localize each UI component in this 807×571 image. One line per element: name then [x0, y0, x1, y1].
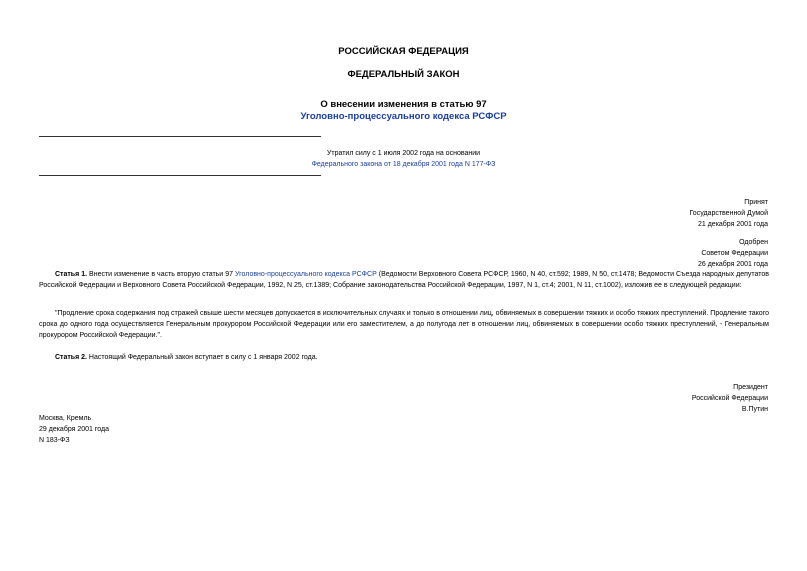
- code-link[interactable]: Уголовно-процессуального кодекса РСФСР: [235, 271, 377, 278]
- signature-block: [692, 382, 768, 415]
- place-date-block: [39, 413, 109, 446]
- article-1-text-a: Внести изменение в часть вторую статьи 97: [87, 271, 236, 278]
- law-title-link[interactable]: Уголовно-процессуального кодекса РСФСР: [300, 111, 507, 122]
- place: Москва, Кремль: [39, 415, 92, 422]
- article-2-paragraph: [39, 352, 769, 363]
- law-title: О внесении изменения в статью 97: [320, 99, 487, 110]
- doc-type-heading: ФЕДЕРАЛЬНЫЙ ЗАКОН: [347, 69, 460, 80]
- article-1-text-b: (Ведомости Верховного Совета РСФСР, 1960, N 40, ст.592; 1989, N 50, ст.1478; Ведомости Съезда народных депутатов Российской Федерации и Верховного Совета Российской Федерации, 1992, N 25, ст.1389; Собрание законодательства Российской Федерации, 1997, N 1, ст.4; 2001, N 11, ст.1002), изложив ее в следующей редакции:: [39, 271, 769, 289]
- article-2-label: Статья 2.: [55, 354, 87, 361]
- approval-block: [698, 237, 768, 270]
- article-1-quote: "Продление срока содержания под стражей свыше шести месяцев допускается в исключительных случаях и только в отношении лиц, обвиняемых в совершении тяжких и особо тяжких преступлений. Продление такого срока до одного года осуществляется Генеральным прокурором Российской Федерации или его заместителем, а до полугода лет в отношении лиц, обвиняемых в совершении особо тяжких преступлений, - Генеральным прокурором Российской Федерации.".: [39, 310, 769, 339]
- law-number: N 183-ФЗ: [39, 437, 70, 444]
- accepted-date: 21 декабря 2001 года: [697, 221, 768, 228]
- signature-title-1: Президент: [733, 384, 768, 391]
- signature-name: В.Путин: [741, 406, 768, 413]
- approved-date: 26 декабря 2001 года: [697, 261, 768, 268]
- article-1-paragraph: [39, 269, 769, 291]
- accepted-label: Принят: [744, 199, 768, 206]
- approved-by: Советом Федерации: [701, 250, 768, 257]
- adoption-block: [689, 197, 768, 230]
- signing-date: 29 декабря 2001 года: [39, 426, 110, 433]
- signature-title-2: Российской Федерации: [691, 395, 768, 402]
- accepted-by: Государственной Думой: [689, 210, 768, 217]
- status-line: Утратил силу с 1 июля 2002 года на основании: [326, 150, 481, 157]
- article-2-text: Настоящий Федеральный закон вступает в силу с 1 января 2002 года.: [86, 354, 318, 361]
- divider-bottom: [39, 175, 321, 176]
- divider-top: [39, 136, 321, 137]
- country-heading: РОССИЙСКАЯ ФЕДЕРАЦИЯ: [338, 46, 469, 57]
- approved-label: Одобрен: [739, 239, 768, 246]
- status-link[interactable]: Федерального закона от 18 декабря 2001 года N 177-ФЗ: [311, 161, 496, 168]
- article-1-label: Статья 1.: [55, 271, 88, 278]
